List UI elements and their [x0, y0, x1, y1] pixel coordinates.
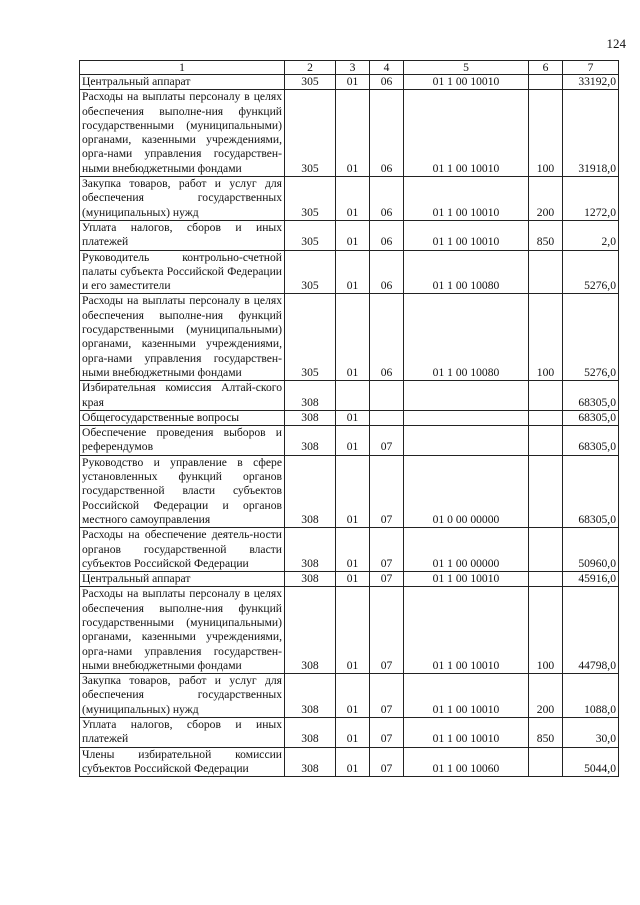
row-expense-type-cell	[529, 528, 563, 572]
row-name-cell: Закупка товаров, работ и услуг для обеспечения государственных (муниципальных) нужд	[80, 674, 285, 718]
table-row	[80, 250, 619, 294]
row-amount-cell: 5276,0	[563, 294, 619, 381]
row-name-cell: Закупка товаров, работ и услуг для обеспечения государственных (муниципальных) нужд	[80, 177, 285, 221]
row-name-cell: Члены избирательной комиссии субъектов Российской Федерации	[80, 747, 285, 777]
table-row	[80, 572, 619, 587]
row-article-cell: 01 1 00 10010	[404, 674, 529, 718]
row-subsection-cell	[370, 381, 404, 411]
row-admin-code-cell: 305	[285, 75, 336, 90]
header-cell: 6	[529, 61, 563, 75]
row-subsection-cell: 06	[370, 250, 404, 294]
row-name-cell: Расходы на выплаты персоналу в целях обеспечения выполне-ния функций государственными (муниципальными) органами, казенными учреждениями, орга-нами управления государствен-ными внебюджетными фондами	[80, 90, 285, 177]
row-subsection-cell: 07	[370, 426, 404, 456]
row-article-cell	[404, 426, 529, 456]
row-name-cell: Обеспечение проведения выборов и референдумов	[80, 426, 285, 456]
row-expense-type-cell	[529, 250, 563, 294]
row-expense-type-cell: 200	[529, 177, 563, 221]
row-name-cell: Руководитель контрольно-счетной палаты субъекта Российской Федерации и его заместители	[80, 250, 285, 294]
budget-table	[79, 60, 619, 777]
row-article-cell: 01 1 00 00000	[404, 528, 529, 572]
row-article-cell	[404, 410, 529, 425]
table-row	[80, 587, 619, 674]
row-section-cell	[336, 381, 370, 411]
table-row	[80, 426, 619, 456]
page-number: 124	[606, 36, 626, 51]
row-amount-cell: 68305,0	[563, 455, 619, 527]
row-subsection-cell: 07	[370, 587, 404, 674]
row-section-cell: 01	[336, 528, 370, 572]
row-subsection-cell: 06	[370, 90, 404, 177]
row-amount-cell: 5276,0	[563, 250, 619, 294]
row-admin-code-cell: 308	[285, 674, 336, 718]
row-expense-type-cell: 850	[529, 718, 563, 748]
row-amount-cell: 50960,0	[563, 528, 619, 572]
row-expense-type-cell	[529, 381, 563, 411]
row-expense-type-cell: 100	[529, 294, 563, 381]
row-expense-type-cell	[529, 426, 563, 456]
row-admin-code-cell: 308	[285, 587, 336, 674]
row-amount-cell: 1088,0	[563, 674, 619, 718]
row-expense-type-cell	[529, 747, 563, 777]
row-admin-code-cell: 308	[285, 381, 336, 411]
header-cell: 7	[563, 61, 619, 75]
row-amount-cell: 5044,0	[563, 747, 619, 777]
header-row	[80, 61, 619, 75]
row-admin-code-cell: 308	[285, 718, 336, 748]
row-section-cell: 01	[336, 587, 370, 674]
header-cell: 1	[80, 61, 285, 75]
row-admin-code-cell: 305	[285, 90, 336, 177]
header-cell: 4	[370, 61, 404, 75]
header-cell: 2	[285, 61, 336, 75]
row-subsection-cell: 07	[370, 455, 404, 527]
row-name-cell: Уплата налогов, сборов и иных платежей	[80, 220, 285, 250]
table-row	[80, 177, 619, 221]
row-amount-cell: 68305,0	[563, 410, 619, 425]
row-admin-code-cell: 305	[285, 220, 336, 250]
row-expense-type-cell	[529, 572, 563, 587]
row-section-cell: 01	[336, 426, 370, 456]
row-article-cell: 01 1 00 10060	[404, 747, 529, 777]
row-article-cell: 01 0 00 00000	[404, 455, 529, 527]
row-article-cell: 01 1 00 10010	[404, 75, 529, 90]
row-subsection-cell: 06	[370, 75, 404, 90]
table-row	[80, 410, 619, 425]
row-name-cell: Расходы на обеспечение деятель-ности органов государственной власти субъектов Российской Федерации	[80, 528, 285, 572]
row-expense-type-cell	[529, 410, 563, 425]
row-article-cell: 01 1 00 10010	[404, 90, 529, 177]
header-cell: 5	[404, 61, 529, 75]
row-expense-type-cell: 100	[529, 587, 563, 674]
table-row	[80, 528, 619, 572]
row-name-cell: Расходы на выплаты персоналу в целях обеспечения выполне-ния функций государственными (муниципальными) органами, казенными учреждениями, орга-нами управления государствен-ными внебюджетными фондами	[80, 587, 285, 674]
row-amount-cell: 33192,0	[563, 75, 619, 90]
row-section-cell: 01	[336, 177, 370, 221]
row-expense-type-cell: 200	[529, 674, 563, 718]
row-name-cell: Общегосударственные вопросы	[80, 410, 285, 425]
table-row	[80, 220, 619, 250]
row-expense-type-cell	[529, 455, 563, 527]
row-section-cell: 01	[336, 294, 370, 381]
table-row	[80, 294, 619, 381]
row-subsection-cell: 07	[370, 572, 404, 587]
row-amount-cell: 2,0	[563, 220, 619, 250]
row-subsection-cell: 07	[370, 718, 404, 748]
row-subsection-cell: 06	[370, 220, 404, 250]
row-section-cell: 01	[336, 718, 370, 748]
row-subsection-cell: 06	[370, 177, 404, 221]
row-section-cell: 01	[336, 572, 370, 587]
row-subsection-cell: 07	[370, 674, 404, 718]
row-admin-code-cell: 305	[285, 177, 336, 221]
row-section-cell: 01	[336, 455, 370, 527]
row-section-cell: 01	[336, 410, 370, 425]
row-article-cell: 01 1 00 10010	[404, 177, 529, 221]
row-amount-cell: 45916,0	[563, 572, 619, 587]
row-section-cell: 01	[336, 220, 370, 250]
row-admin-code-cell: 308	[285, 426, 336, 456]
row-section-cell: 01	[336, 674, 370, 718]
row-amount-cell: 68305,0	[563, 381, 619, 411]
row-subsection-cell	[370, 410, 404, 425]
row-admin-code-cell: 308	[285, 572, 336, 587]
row-subsection-cell: 07	[370, 528, 404, 572]
table-row	[80, 75, 619, 90]
row-subsection-cell: 07	[370, 747, 404, 777]
row-section-cell: 01	[336, 747, 370, 777]
row-amount-cell: 30,0	[563, 718, 619, 748]
row-section-cell: 01	[336, 90, 370, 177]
row-name-cell: Руководство и управление в сфере установленных функций органов государственной власти субъектов Российской Федерации и органов местного самоуправления	[80, 455, 285, 527]
table-row	[80, 381, 619, 411]
row-subsection-cell: 06	[370, 294, 404, 381]
row-expense-type-cell: 850	[529, 220, 563, 250]
row-amount-cell: 31918,0	[563, 90, 619, 177]
table-row	[80, 90, 619, 177]
row-section-cell: 01	[336, 75, 370, 90]
header-cell: 3	[336, 61, 370, 75]
row-article-cell: 01 1 00 10080	[404, 294, 529, 381]
row-name-cell: Центральный аппарат	[80, 572, 285, 587]
row-name-cell: Расходы на выплаты персоналу в целях обеспечения выполне-ния функций государственными (муниципальными) органами, казенными учреждениями, орга-нами управления государствен-ными внебюджетными фондами	[80, 294, 285, 381]
row-name-cell: Уплата налогов, сборов и иных платежей	[80, 718, 285, 748]
row-section-cell: 01	[336, 250, 370, 294]
table-row	[80, 674, 619, 718]
table-row	[80, 455, 619, 527]
row-expense-type-cell: 100	[529, 90, 563, 177]
row-amount-cell: 68305,0	[563, 426, 619, 456]
row-article-cell: 01 1 00 10010	[404, 220, 529, 250]
row-amount-cell: 1272,0	[563, 177, 619, 221]
row-admin-code-cell: 305	[285, 250, 336, 294]
row-admin-code-cell: 308	[285, 455, 336, 527]
row-article-cell: 01 1 00 10010	[404, 718, 529, 748]
row-article-cell: 01 1 00 10010	[404, 587, 529, 674]
row-article-cell	[404, 381, 529, 411]
table-row	[80, 718, 619, 748]
row-article-cell: 01 1 00 10010	[404, 572, 529, 587]
row-admin-code-cell: 308	[285, 528, 336, 572]
row-amount-cell: 44798,0	[563, 587, 619, 674]
row-admin-code-cell: 308	[285, 410, 336, 425]
row-name-cell: Избирательная комиссия Алтай-ского края	[80, 381, 285, 411]
row-expense-type-cell	[529, 75, 563, 90]
table-row	[80, 747, 619, 777]
row-name-cell: Центральный аппарат	[80, 75, 285, 90]
row-article-cell: 01 1 00 10080	[404, 250, 529, 294]
row-admin-code-cell: 308	[285, 747, 336, 777]
row-admin-code-cell: 305	[285, 294, 336, 381]
